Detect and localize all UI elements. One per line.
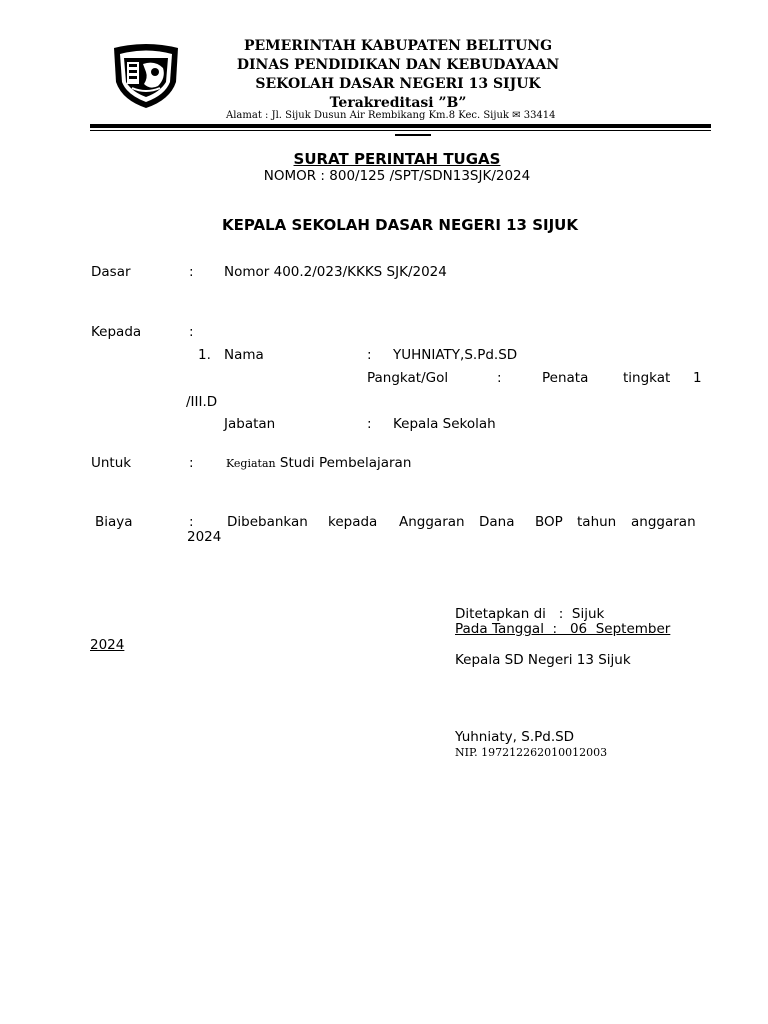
tanggal-line: Pada Tanggal : 06 September xyxy=(455,621,671,637)
biaya-word: Dana xyxy=(479,514,515,530)
signer-position: Kepala SD Negeri 13 Sijuk xyxy=(455,652,631,668)
biaya-word: BOP xyxy=(535,514,563,530)
pangkat-word-2: tingkat xyxy=(623,370,671,386)
letterhead-divider-thick xyxy=(90,124,711,128)
letterhead-line-government: PEMERINTAH KABUPATEN BELITUNG xyxy=(243,38,553,54)
jabatan-label: Jabatan xyxy=(224,416,276,432)
jabatan-value: Kepala Sekolah xyxy=(393,416,496,432)
untuk-colon: : xyxy=(189,455,194,471)
letterhead-line-school: SEKOLAH DASAR NEGERI 13 SIJUK xyxy=(255,76,541,92)
signer-nip: NIP. 197212262010012003 xyxy=(455,746,608,759)
document-number: NOMOR : 800/125 /SPT/SDN13SJK/2024 xyxy=(263,168,531,184)
nama-value: YUHNIATY,S.Pd.SD xyxy=(393,347,518,363)
issuer-heading: KEPALA SEKOLAH DASAR NEGERI 13 SIJUK xyxy=(221,216,578,234)
ditetapkan-line: Ditetapkan di : Sijuk xyxy=(455,606,605,622)
nama-label: Nama xyxy=(224,347,264,363)
biaya-label: Biaya xyxy=(95,514,133,530)
untuk-value-rest: Studi Pembelajaran xyxy=(279,455,412,471)
pangkat-word-1: Penata xyxy=(542,370,589,386)
biaya-word: anggaran xyxy=(631,514,696,530)
untuk-value xyxy=(226,455,411,471)
pangkat-colon: : xyxy=(497,370,502,386)
document-title: SURAT PERINTAH TUGAS xyxy=(293,150,501,168)
jabatan-colon: : xyxy=(367,416,372,432)
untuk-value-prefix: Kegiatan xyxy=(226,457,276,470)
dasar-value: Nomor 400.2/023/KKKS SJK/2024 xyxy=(224,264,447,280)
dasar-label: Dasar xyxy=(91,264,131,280)
letterhead-line-department: DINAS PENDIDIKAN DAN KEBUDAYAAN xyxy=(236,57,560,73)
pangkat-word-3: 1 xyxy=(693,370,702,386)
dasar-colon: : xyxy=(189,264,194,280)
pangkat-continuation: /III.D xyxy=(186,394,218,410)
signer-name: Yuhniaty, S.Pd.SD xyxy=(455,729,575,745)
letterhead-divider-thin xyxy=(90,130,711,131)
biaya-word: Dibebankan xyxy=(227,514,308,530)
pangkat-label: Pangkat/Gol xyxy=(367,370,449,386)
biaya-word: Anggaran xyxy=(399,514,465,530)
nama-colon: : xyxy=(367,347,372,363)
tanggal-year: 2024 xyxy=(90,637,125,653)
kepada-label: Kepada xyxy=(91,324,142,340)
biaya-word: kepada xyxy=(328,514,378,530)
kepada-item-number: 1. xyxy=(198,347,211,363)
kepada-colon: : xyxy=(189,324,194,340)
biaya-colon: : xyxy=(189,514,194,530)
letterhead-dash xyxy=(395,134,431,136)
regency-emblem-logo xyxy=(110,42,182,110)
biaya-continuation: 2024 xyxy=(187,529,222,545)
biaya-word: tahun xyxy=(577,514,617,530)
letterhead-address: Alamat : Jl. Sijuk Dusun Air Rembikang Km.8 Kec. Sijuk ✉ 33414 xyxy=(226,110,556,121)
letterhead-line-accreditation: Terakreditasi ”B” xyxy=(329,95,467,111)
untuk-label: Untuk xyxy=(91,455,132,471)
